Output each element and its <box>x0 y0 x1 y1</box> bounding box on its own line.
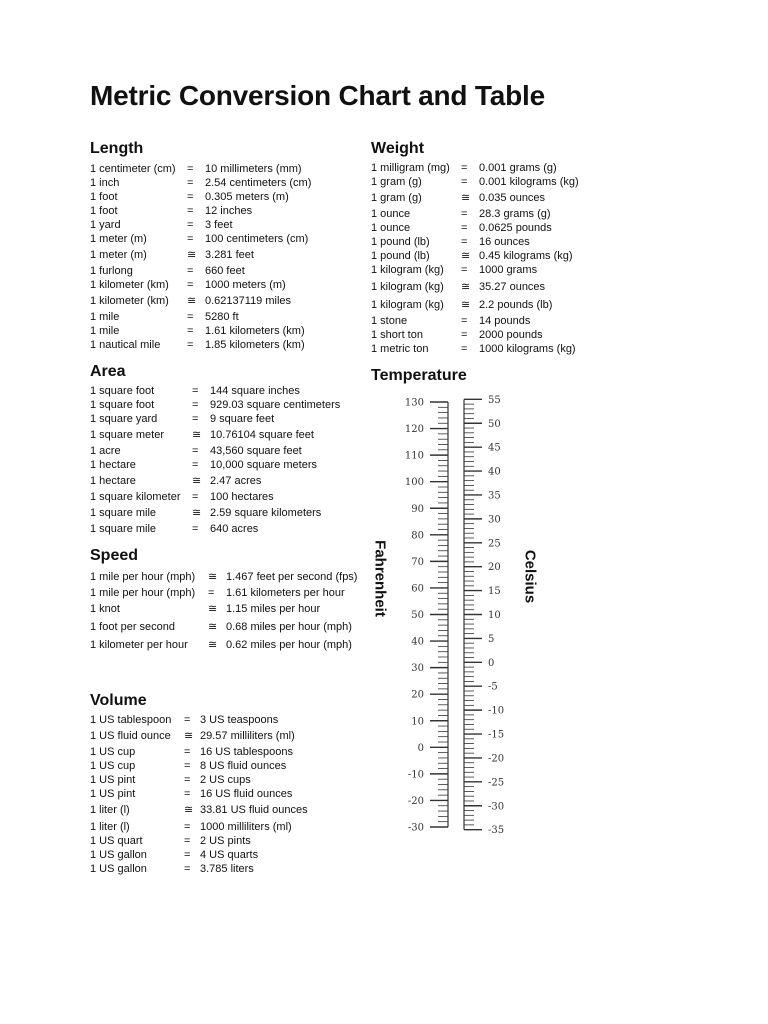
volume-row-from: 1 US pint <box>90 788 136 800</box>
volume-row-to: 8 US fluid ounces <box>200 760 287 772</box>
volume-row-op: ≅ <box>184 804 194 816</box>
volume-row-from: 1 US tablespoon <box>90 714 172 726</box>
fahrenheit-tick-label: 100 <box>404 477 424 489</box>
weight-row-op: ≅ <box>461 299 471 311</box>
area-row-op: = <box>192 399 199 411</box>
length-row-op: = <box>187 279 194 291</box>
length-row-from: 1 foot <box>90 191 118 203</box>
length-row-to: 660 feet <box>205 265 245 277</box>
fahrenheit-tick-label: 20 <box>411 689 424 701</box>
weight-row-from: 1 short ton <box>371 329 423 341</box>
speed-heading: Speed <box>90 547 139 564</box>
area-row-to: 9 square feet <box>210 413 275 425</box>
area-row-from: 1 hectare <box>90 459 136 471</box>
speed-row-to: 1.467 feet per second (fps) <box>226 571 358 583</box>
speed-row-to: 0.68 miles per hour (mph) <box>226 621 352 633</box>
fahrenheit-tick-label: -10 <box>407 769 424 781</box>
weight-row-from: 1 gram (g) <box>371 192 422 204</box>
area-row-op: ≅ <box>192 507 202 519</box>
celsius-tick-label: 45 <box>488 442 501 454</box>
area-row-to: 2.59 square kilometers <box>210 507 322 519</box>
celsius-tick-label: -10 <box>488 705 505 717</box>
fahrenheit-tick-label: 40 <box>411 636 424 648</box>
volume-row-from: 1 US pint <box>90 774 136 786</box>
area-row-from: 1 square mile <box>90 507 157 519</box>
weight-row-from: 1 stone <box>371 315 408 327</box>
weight-row-to: 1000 grams <box>479 264 538 276</box>
area-row-from: 1 square kilometer <box>90 491 181 503</box>
volume-row-to: 3 US teaspoons <box>200 714 279 726</box>
volume-row-from: 1 US fluid ounce <box>90 730 171 742</box>
speed-row-to: 0.62 miles per hour (mph) <box>226 639 352 651</box>
area-row-from: 1 square mile <box>90 523 157 535</box>
area-row-from: 1 square meter <box>90 429 164 441</box>
length-row-op: = <box>187 177 194 189</box>
weight-row-to: 2.2 pounds (lb) <box>479 299 553 311</box>
weight-row-to: 28.3 grams (g) <box>479 208 551 220</box>
area-row-op: ≅ <box>192 475 202 487</box>
weight-row-from: 1 ounce <box>371 222 411 234</box>
length-row-op: = <box>187 325 194 337</box>
weight-heading: Weight <box>371 140 425 157</box>
celsius-tick-label: 20 <box>488 562 501 574</box>
volume-row-op: = <box>184 849 191 861</box>
weight-row-op: = <box>461 329 468 341</box>
volume-row-to: 2 US pints <box>200 835 251 847</box>
celsius-tick-label: 30 <box>488 514 501 526</box>
weight-row-from: 1 pound (lb) <box>371 250 430 262</box>
volume-row-to: 3.785 liters <box>200 863 254 875</box>
volume-row-op: = <box>184 714 191 726</box>
celsius-tick-label: 10 <box>488 610 501 621</box>
length-row-from: 1 mile <box>90 325 120 337</box>
length-row-from: 1 yard <box>90 219 121 231</box>
volume-row-op: = <box>184 746 191 758</box>
speed-row-op: ≅ <box>208 571 218 583</box>
area-row-op: = <box>192 459 199 471</box>
weight-row-op: = <box>461 162 468 174</box>
weight-row-to: 35.27 ounces <box>479 281 546 293</box>
weight-row-op: ≅ <box>461 281 471 293</box>
length-row-to: 3.281 feet <box>205 249 254 261</box>
weight-row-to: 0.0625 pounds <box>479 222 552 234</box>
weight-row-op: = <box>461 236 468 248</box>
area-row-op: = <box>192 385 199 397</box>
volume-row-op: ≅ <box>184 730 194 742</box>
weight-row-from: 1 gram (g) <box>371 176 422 188</box>
length-row-op: = <box>187 233 194 245</box>
weight-row-from: 1 kilogram (kg) <box>371 264 444 276</box>
length-row-from: 1 mile <box>90 311 120 323</box>
volume-heading: Volume <box>90 692 147 709</box>
length-row-from: 1 kilometer (km) <box>90 295 169 307</box>
length-row-from: 1 foot <box>90 205 118 217</box>
celsius-tick-label: 25 <box>488 538 501 550</box>
volume-row-op: = <box>184 863 191 875</box>
length-row-from: 1 kilometer (km) <box>90 279 169 291</box>
volume-row-to: 16 US fluid ounces <box>200 788 293 800</box>
volume-row-op: = <box>184 788 191 800</box>
volume-row-to: 1000 milliliters (ml) <box>200 821 292 833</box>
length-row-op: ≅ <box>187 295 197 307</box>
length-row-from: 1 meter (m) <box>90 249 147 261</box>
speed-row-op: = <box>208 587 215 599</box>
volume-row-from: 1 US cup <box>90 746 136 758</box>
weight-row-op: = <box>461 208 468 220</box>
area-row-to: 929.03 square centimeters <box>210 399 341 411</box>
weight-row-op: ≅ <box>461 192 471 204</box>
length-row-to: 1.61 kilometers (km) <box>205 325 305 337</box>
area-row-from: 1 square yard <box>90 413 158 425</box>
area-row-op: = <box>192 413 199 425</box>
celsius-tick-label: 5 <box>488 633 495 645</box>
fahrenheit-tick-label: 0 <box>417 742 424 754</box>
volume-row-to: 2 US cups <box>200 774 251 786</box>
celsius-tick-label: -15 <box>488 729 505 741</box>
volume-row-from: 1 liter (l) <box>90 804 130 816</box>
fahrenheit-label: Fahrenheit <box>371 540 389 617</box>
speed-row-op: ≅ <box>208 639 218 651</box>
weight-row-op: = <box>461 264 468 276</box>
weight-row-op: = <box>461 315 468 327</box>
weight-row-to: 1000 kilograms (kg) <box>479 343 576 355</box>
area-heading: Area <box>90 363 126 380</box>
length-row-op: = <box>187 311 194 323</box>
length-row-from: 1 nautical mile <box>90 339 161 351</box>
celsius-tick-label: -20 <box>488 753 505 765</box>
length-row-to: 0.305 meters (m) <box>205 191 289 203</box>
volume-row-from: 1 liter (l) <box>90 821 130 833</box>
volume-row-to: 4 US quarts <box>200 849 259 861</box>
fahrenheit-tick-label: 50 <box>411 610 424 621</box>
fahrenheit-tick-label: 70 <box>411 556 424 568</box>
volume-row-from: 1 US quart <box>90 835 143 847</box>
weight-row-op: = <box>461 176 468 188</box>
length-row-op: = <box>187 205 194 217</box>
weight-row-to: 0.001 grams (g) <box>479 162 557 174</box>
volume-row-to: 16 US tablespoons <box>200 746 293 758</box>
speed-row-op: ≅ <box>208 603 218 615</box>
weight-row-to: 14 pounds <box>479 315 531 327</box>
volume-row-from: 1 US gallon <box>90 849 147 861</box>
weight-row-to: 0.45 kilograms (kg) <box>479 250 573 262</box>
volume-row-to: 33.81 US fluid ounces <box>200 804 308 816</box>
length-row-to: 1000 meters (m) <box>205 279 286 291</box>
celsius-tick-label: 15 <box>488 586 501 598</box>
weight-row-to: 2000 pounds <box>479 329 543 341</box>
length-row-op: = <box>187 339 194 351</box>
volume-row-op: = <box>184 835 191 847</box>
length-row-from: 1 inch <box>90 177 120 189</box>
area-row-op: ≅ <box>192 429 202 441</box>
celsius-tick-label: -30 <box>488 801 505 813</box>
speed-row-from: 1 foot per second <box>90 621 176 633</box>
speed-row-to: 1.61 kilometers per hour <box>226 587 345 599</box>
length-row-to: 3 feet <box>205 219 233 231</box>
weight-row-op: = <box>461 222 468 234</box>
fahrenheit-tick-label: 130 <box>404 397 424 409</box>
volume-row-from: 1 US cup <box>90 760 136 772</box>
fahrenheit-tick-label: 80 <box>411 530 424 542</box>
length-row-to: 12 inches <box>205 205 253 217</box>
volume-row-to: 29.57 milliliters (ml) <box>200 730 295 742</box>
temperature-heading: Temperature <box>371 367 467 384</box>
length-row-to: 2.54 centimeters (cm) <box>205 177 312 189</box>
weight-row-from: 1 kilogram (kg) <box>371 281 444 293</box>
celsius-tick-label: 55 <box>488 394 501 406</box>
fahrenheit-tick-label: 10 <box>411 716 424 728</box>
weight-row-to: 0.035 ounces <box>479 192 546 204</box>
volume-row-from: 1 US gallon <box>90 863 147 875</box>
length-row-from: 1 furlong <box>90 265 133 277</box>
area-row-from: 1 acre <box>90 445 121 457</box>
fahrenheit-tick-label: -20 <box>407 795 424 807</box>
fahrenheit-tick-label: 120 <box>404 424 424 436</box>
area-row-to: 43,560 square feet <box>210 445 302 457</box>
length-row-from: 1 centimeter (cm) <box>90 163 176 175</box>
speed-row-to: 1.15 miles per hour <box>226 603 321 615</box>
weight-row-from: 1 ounce <box>371 208 411 220</box>
length-row-from: 1 meter (m) <box>90 233 147 245</box>
length-heading: Length <box>90 140 144 157</box>
area-row-op: = <box>192 445 199 457</box>
area-row-to: 10.76104 square feet <box>210 429 314 441</box>
weight-row-from: 1 milligram (mg) <box>371 162 450 174</box>
speed-row-from: 1 kilometer per hour <box>90 639 188 651</box>
length-row-to: 100 centimeters (cm) <box>205 233 309 245</box>
length-row-to: 5280 ft <box>205 311 239 323</box>
length-row-to: 1.85 kilometers (km) <box>205 339 305 351</box>
weight-row-op: ≅ <box>461 250 471 262</box>
weight-row-from: 1 pound (lb) <box>371 236 430 248</box>
area-row-to: 640 acres <box>210 523 259 535</box>
length-row-op: = <box>187 191 194 203</box>
length-row-op: = <box>187 219 194 231</box>
celsius-tick-label: 50 <box>488 418 501 430</box>
fahrenheit-tick-label: 60 <box>411 583 424 595</box>
celsius-label: Celsius <box>521 549 539 604</box>
page-title: Metric Conversion Chart and Table <box>90 80 545 111</box>
area-row-from: 1 square foot <box>90 385 155 397</box>
area-row-op: = <box>192 491 199 503</box>
volume-row-op: = <box>184 760 191 772</box>
celsius-tick-label: 40 <box>488 466 501 478</box>
celsius-tick-label: 0 <box>488 657 495 669</box>
thermometer-scale <box>400 390 530 845</box>
speed-row-from: 1 mile per hour (mph) <box>90 571 196 583</box>
speed-row-op: ≅ <box>208 621 218 633</box>
volume-row-op: = <box>184 821 191 833</box>
length-row-to: 0.62137119 miles <box>205 295 292 307</box>
fahrenheit-tick-label: 90 <box>411 503 424 515</box>
length-row-to: 10 millimeters (mm) <box>205 163 302 175</box>
celsius-tick-label: -35 <box>488 825 505 837</box>
volume-row-op: = <box>184 774 191 786</box>
area-row-from: 1 hectare <box>90 475 136 487</box>
weight-row-op: = <box>461 343 468 355</box>
area-row-op: = <box>192 523 199 535</box>
area-row-to: 2.47 acres <box>210 475 262 487</box>
length-row-op: ≅ <box>187 249 197 261</box>
area-row-from: 1 square foot <box>90 399 155 411</box>
fahrenheit-tick-label: -30 <box>407 822 424 834</box>
celsius-tick-label: -5 <box>488 681 498 693</box>
fahrenheit-tick-label: 30 <box>411 663 424 675</box>
weight-row-from: 1 kilogram (kg) <box>371 299 444 311</box>
fahrenheit-tick-label: 110 <box>404 450 424 462</box>
area-row-to: 100 hectares <box>210 491 274 503</box>
speed-row-from: 1 mile per hour (mph) <box>90 587 196 599</box>
weight-row-to: 0.001 kilograms (kg) <box>479 176 579 188</box>
celsius-tick-label: -25 <box>488 777 505 789</box>
celsius-tick-label: 35 <box>488 490 501 502</box>
length-row-op: = <box>187 265 194 277</box>
area-row-to: 10,000 square meters <box>210 459 318 471</box>
speed-row-from: 1 knot <box>90 603 120 615</box>
weight-row-to: 16 ounces <box>479 236 530 248</box>
weight-row-from: 1 metric ton <box>371 343 429 355</box>
area-row-to: 144 square inches <box>210 385 300 397</box>
length-row-op: = <box>187 163 194 175</box>
